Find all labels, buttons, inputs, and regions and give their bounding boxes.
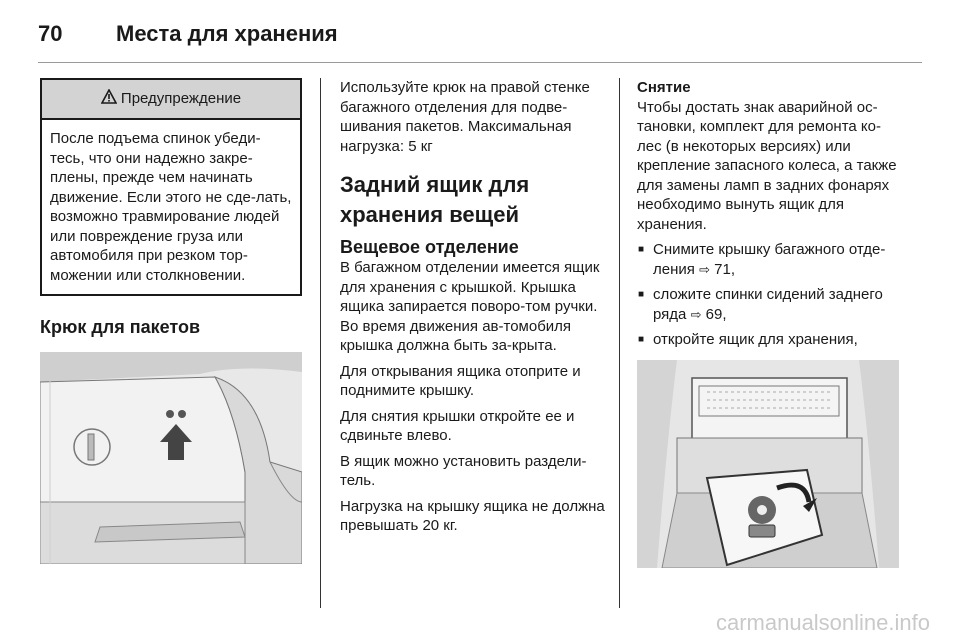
storage-box-illustration (637, 360, 899, 568)
removal-heading: Снятие (637, 79, 691, 96)
warning-triangle-icon (101, 89, 117, 110)
column-divider-2 (619, 78, 620, 608)
page-reference[interactable]: 71, (714, 260, 735, 278)
column-1 (40, 78, 302, 564)
list-item: ■ Снимите крышку багажного отде-ления ⇨ 71, (637, 240, 904, 279)
column-2 (340, 78, 608, 542)
paragraph: Нагрузка на крышку ящика не должна превышать 20 кг. (340, 497, 605, 534)
rear-storage-heading: Задний ящик для хранения вещей (340, 172, 530, 227)
watermark: carmanualsonline.info (715, 610, 930, 635)
hook-illustration (40, 352, 302, 564)
paragraph: В ящик можно установить раздели-тель. (340, 452, 587, 489)
page-title: Места для хранения (116, 21, 338, 46)
hook-description: Используйте крюк на правой стенке багажного отделения для подве-шивания пакетов. Максимальная нагрузка: 5 кг (340, 79, 590, 155)
page-reference[interactable]: 69, (705, 305, 727, 323)
warning-text: После подъема спинок убеди-тесь, что они надежно закре-плены, прежде чем начинать движение. Если этого не сде-лать, возможно травмирование людей или повреждение груза или автомобиля при резком тор-можении или столкновении. (50, 130, 292, 284)
paragraph: Для открывания ящика отоприте и поднимите крышку. (340, 362, 581, 399)
page-reference-arrow-icon: ⇨ (690, 306, 702, 322)
column-3 (637, 78, 904, 568)
paragraph: Для снятия крышки откройте ее и сдвиньте влево. (340, 407, 575, 444)
compartment-heading: Вещевое отделение (340, 237, 519, 257)
page-header (38, 14, 338, 54)
removal-text: Чтобы достать знак аварийной ос-тановки, комплект для ремонта ко-лес (в некоторых версиях) или крепление запасного колеса, а также для замены ламп в задних фонарях необходимо вынуть ящик для хранения. (637, 98, 897, 233)
warning-title: Предупреждение (120, 90, 242, 108)
page-reference-arrow-icon: ⇨ (699, 261, 710, 277)
list-item: ■ откройте ящик для хранения, (637, 330, 904, 350)
steps-list (637, 240, 904, 350)
warning-header (42, 80, 300, 120)
list-item: ■ сложите спинки сидений заднего ряда ⇨ 69, (637, 285, 904, 324)
column-divider-1 (320, 78, 321, 608)
header-divider (38, 62, 922, 63)
paragraph: В багажном отделении имеется ящик для хранения с крышкой. Крышка ящика запирается поворо-том ручки. Во время движения ав-томобиля крышка должна быть за-крыта. (340, 259, 600, 354)
hook-heading: Крюк для пакетов (40, 317, 201, 337)
page-number: 70 (38, 21, 63, 46)
warning-box (40, 78, 302, 296)
